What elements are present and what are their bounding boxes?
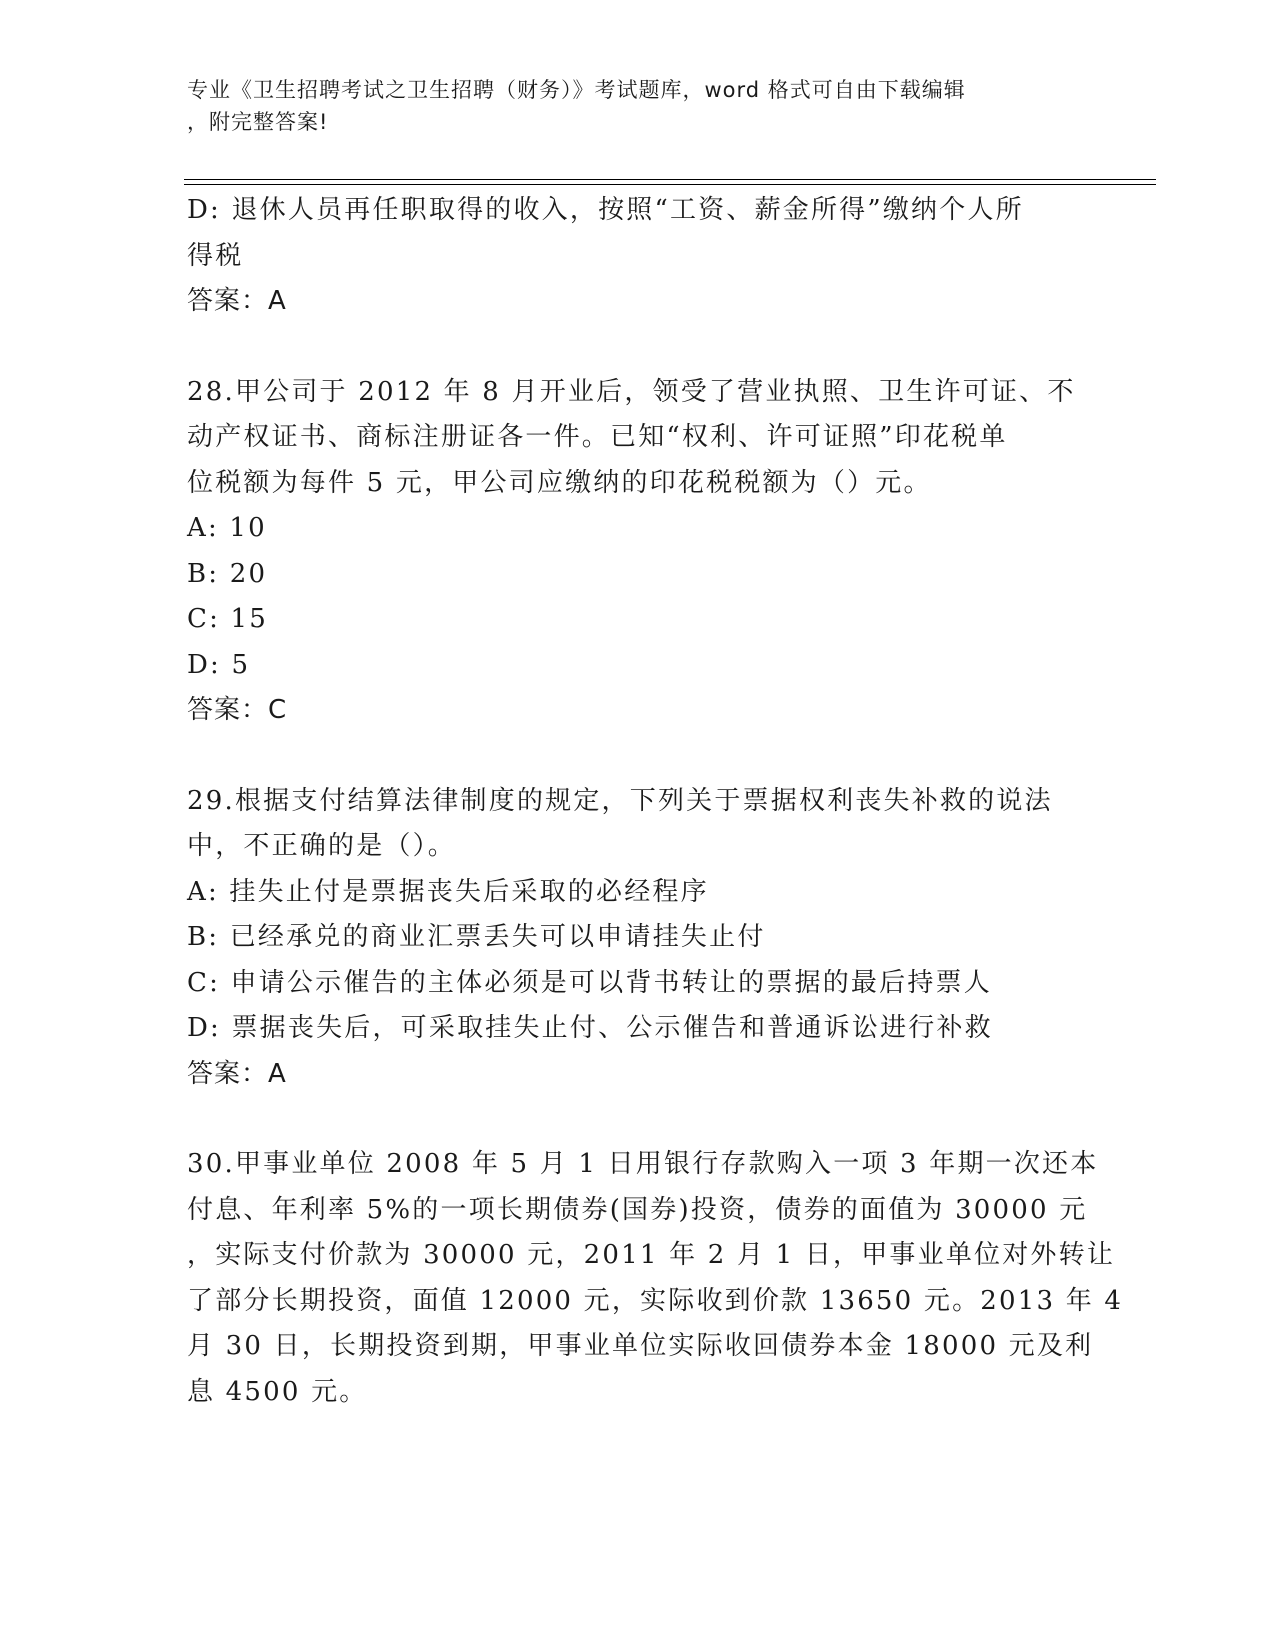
q29-option-d: D: 票据丧失后，可采取挂失止付、公示催告和普通诉讼进行补救 xyxy=(187,1013,993,1043)
question-29 xyxy=(187,779,1077,1098)
header-line-2: ，附完整答案! xyxy=(187,110,329,134)
q28-stem-line-3: 位税额为每件 5 元，甲公司应缴纳的印花税税额为（）元。 xyxy=(187,467,932,498)
header-divider xyxy=(184,179,1156,185)
q28-option-d: D: 5 xyxy=(187,649,251,680)
q29-stem-line-1: 29.根据支付结算法律制度的规定，下列关于票据权利丧失补救的说法 xyxy=(187,785,1053,816)
q28-stem-line-1: 28.甲公司于 2012 年 8 月开业后，领受了营业执照、卫生许可证、不 xyxy=(187,376,1076,407)
q27-option-d-line-2: 得税 xyxy=(187,240,244,271)
q29-option-a: A: 挂失止付是票据丧失后采取的必经程序 xyxy=(187,876,709,907)
header-line-1: 专业《卫生招聘考试之卫生招聘（财务）》考试题库，word 格式可自由下载编辑 xyxy=(187,78,966,102)
q29-answer: 答案：A xyxy=(187,1058,287,1089)
q29-option-b: B: 已经承兑的商业汇票丢失可以申请挂失止付 xyxy=(187,922,766,952)
q28-answer: 答案：C xyxy=(187,695,288,725)
question-30 xyxy=(187,1142,1124,1415)
q30-stem-line-6: 息 4500 元。 xyxy=(187,1376,368,1407)
q28-option-a: A: 10 xyxy=(187,513,267,543)
q30-stem-line-4: 了部分长期投资，面值 12000 元，实际收到价款 13650 元。2013 年 4 xyxy=(187,1285,1124,1316)
spacer xyxy=(187,1097,1077,1142)
q30-stem-line-5: 月 30 日，长期投资到期，甲事业单位实际收回债券本金 18000 元及利 xyxy=(187,1331,1094,1361)
q29-option-c: C: 申请公示催告的主体必须是可以背书转让的票据的最后持票人 xyxy=(187,967,992,998)
q30-stem-line-2: 付息、年利率 5%的一项长期债券(国券)投资，债券的面值为 30000 元 xyxy=(187,1194,1088,1225)
question-content xyxy=(187,188,1124,1415)
page-header xyxy=(187,74,1077,138)
q29-stem-line-2: 中，不正确的是（）。 xyxy=(187,831,457,861)
document-page xyxy=(187,0,1124,1650)
q27-option-d-line-1: D: 退休人员再任职取得的收入，按照“工资、薪金所得”缴纳个人所 xyxy=(187,195,1024,225)
question-28 xyxy=(187,370,1077,734)
spacer xyxy=(187,734,1077,779)
spacer xyxy=(187,325,1077,370)
q30-stem-line-3: ，实际支付价款为 30000 元，2011 年 2 月 1 日，甲事业单位对外转让 xyxy=(187,1240,1116,1270)
q28-stem-line-2: 动产权证书、商标注册证各一件。已知“权利、许可证照”印花税单 xyxy=(187,422,1008,452)
q27-answer: 答案：A xyxy=(187,286,287,316)
q28-option-b: B: 20 xyxy=(187,558,268,589)
q30-stem-line-1: 30.甲事业单位 2008 年 5 月 1 日用银行存款购入一项 3 年期一次还本 xyxy=(187,1149,1099,1179)
question-27-tail xyxy=(187,188,1077,325)
q28-option-c: C: 15 xyxy=(187,604,269,634)
